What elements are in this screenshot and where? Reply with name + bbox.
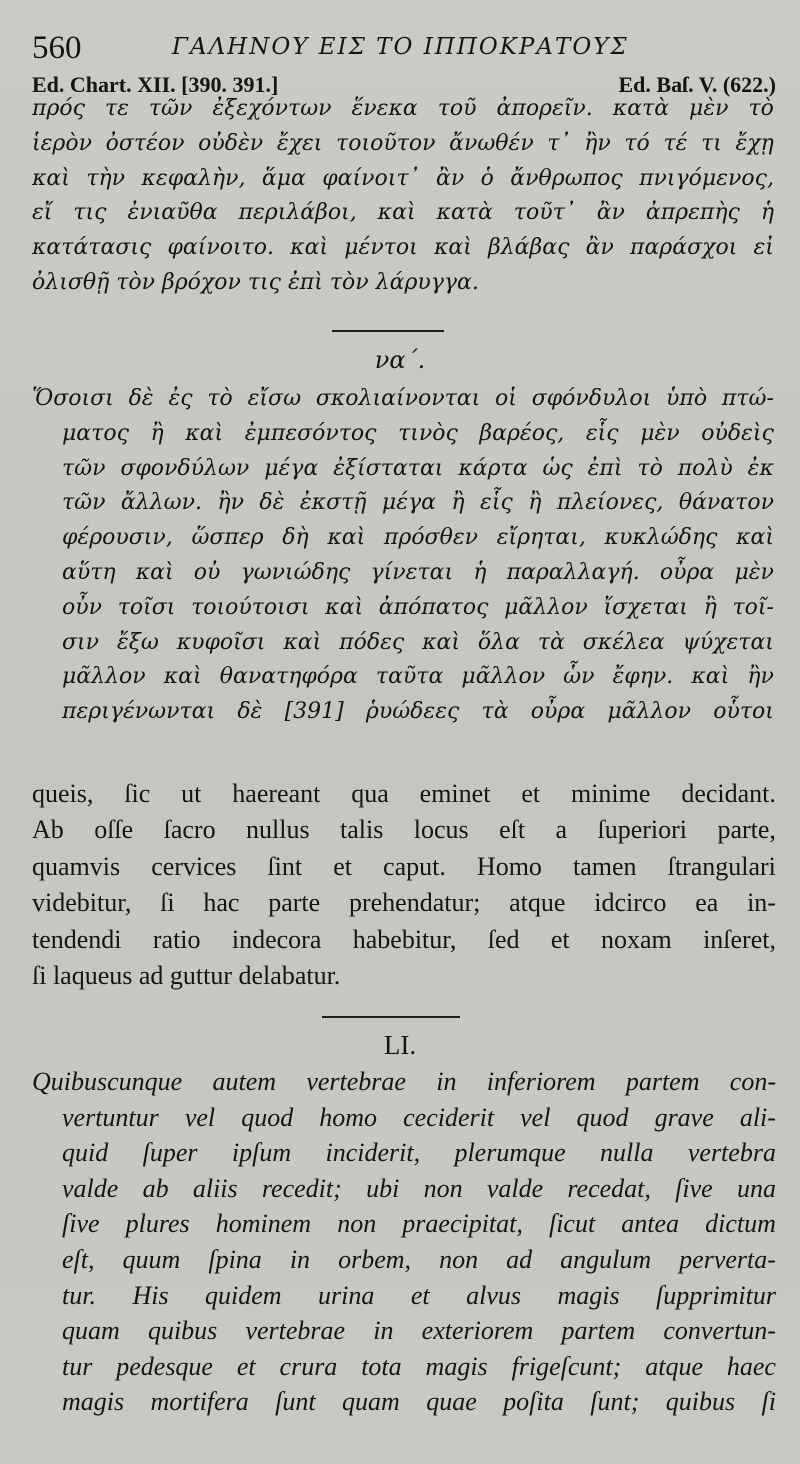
text-line: magis mortifera ſunt quam quae poſita ſunt; quibus ſi xyxy=(62,1387,776,1417)
text-line: Ab oſſe ſacro nullus talis locus eſt a ſuperiori parte, xyxy=(32,815,776,845)
text-line: tur pedesque et crura tota magis frigeſcunt; atque haec xyxy=(62,1351,776,1381)
text-line: οὖν τοῖσι τοιούτοισι καὶ ἀπόπατος μᾶλλον ἴσχεται ἢ τοῖ- xyxy=(62,594,774,620)
text-line: ὀλισθῇ τὸν βρόχον τις ἐπὶ τὸν λάρυγγα. xyxy=(32,269,479,295)
text-line: quid ſuper ipſum inciderit, plerumque nulla vertebra xyxy=(62,1138,776,1168)
text-line: Ὅσοισι δὲ ἐς τὸ εἴσω σκολιαίνονται οἱ σφόνδυλοι ὑπὸ πτώ- xyxy=(32,386,774,411)
text-line: κατάτασις φαίνοιτο. καὶ μέντοι καὶ βλάβας ἂν παράσχοι εἰ xyxy=(32,235,774,261)
text-line: eſt, quum ſpina in orbem, non ad angulum perverta- xyxy=(62,1244,776,1274)
text-line: τῶν σφονδύλων μέγα ἐξίσταται κάρτα ὡς ἐπὶ τὸ πολὺ ἐκ xyxy=(62,455,774,481)
text-line: tendendi ratio indecora habebitur, ſed et noxam inſeret, xyxy=(32,924,776,954)
running-title: ΓΑΛΗΝΟΥ ΕΙΣ ΤΟ ΙΠΠΟΚΡΑΤΟΥΣ xyxy=(172,34,629,60)
latin-section-number: LI. xyxy=(383,1030,417,1060)
text-line: φέρουσιν, ὥσπερ δὴ καὶ πρόσθεν εἴρηται, κυκλώδης καὶ xyxy=(62,525,774,551)
text-line: τῶν ἄλλων. ἢν δὲ ἐκστῇ μέγα ἢ εἷς ἢ πλείονες, θάνατον xyxy=(62,490,774,516)
text-line: εἴ τις ἐνιαῦθα περιλάβοι, καὶ κατὰ τοῦτ᾽ ἂν ἀπρεπὴς ἡ xyxy=(32,200,774,226)
text-line: vertuntur vel quod homo ceciderit vel quod grave ali- xyxy=(62,1102,776,1132)
edition-basel: Ed. Baſ. V. (622.) xyxy=(618,72,776,97)
text-line: πρός τε τῶν ἐξεχόντων ἕνεκα τοῦ ἀπορεῖν. κατὰ μὲν τὸ xyxy=(32,96,774,121)
text-line: αὕτη καὶ οὐ γωνιώδης γίνεται ἡ παραλλαγή. οὖρα μὲν xyxy=(62,559,774,585)
text-line: valde ab aliis recedit; ubi non valde recedat, ſive una xyxy=(62,1173,776,1203)
text-line: ſi laqueus ad guttur delabatur. xyxy=(32,960,341,990)
text-line: ſive plures hominem non praecipitat, ſicut antea dictum xyxy=(62,1209,776,1239)
text-line: videbitur, ſi hac parte prehendatur; atque idcirco ea in- xyxy=(32,888,776,918)
text-line: quamvis cervices ſint et caput. Homo tamen ſtrangulari xyxy=(32,851,776,881)
greek-aphorism-text xyxy=(32,382,774,730)
text-line: tur. His quidem urina et alvus magis ſupprimitur xyxy=(62,1280,776,1310)
text-line: queis, ſic ut haereant qua eminet et minime decidant. xyxy=(32,779,776,808)
text-line: Quibuscunque autem vertebrae in inferiorem partem con- xyxy=(32,1067,776,1096)
page-number: 560 xyxy=(32,30,82,66)
text-line: καὶ τὴν κεφαλὴν, ἅμα φαίνοιτ᾽ ἂν ὁ ἄνθρωπος πνιγόμενος, xyxy=(32,165,774,191)
latin-aphorism-text xyxy=(32,1064,776,1420)
greek-section-number: να΄. xyxy=(374,346,426,374)
text-line: σιν ἔξω κυφοῖσι καὶ πόδες καὶ ὅλα τὰ σκέλεα ψύχεται xyxy=(62,629,774,655)
section-divider xyxy=(322,1016,460,1018)
text-line: quam quibus vertebrae in exteriorem partem convertun- xyxy=(62,1316,776,1346)
latin-commentary-text xyxy=(32,776,776,994)
text-line: ματος ἢ καὶ ἐμπεσόντος τινὸς βαρέος, εἷς μὲν οὐδεὶς xyxy=(62,420,774,446)
section-divider xyxy=(332,330,444,332)
text-line: ἱερὸν ὀστέον οὐδὲν ἔχει τοιοῦτον ἄνωθέν τ᾽ ἢν τό τέ τι ἔχῃ xyxy=(32,130,774,156)
text-line: μᾶλλον καὶ θανατηφόρα ταῦτα μᾶλλον ὧν ἔφην. καὶ ἢν xyxy=(62,664,774,690)
running-head xyxy=(32,30,770,70)
edition-chartier: Ed. Chart. XII. [390. 391.] xyxy=(32,72,279,97)
text-line: περιγένωνται δὲ [391] ῥυώδεες τὰ οὖρα μᾶλλον οὗτοι xyxy=(62,699,774,725)
greek-commentary-text xyxy=(32,92,774,301)
